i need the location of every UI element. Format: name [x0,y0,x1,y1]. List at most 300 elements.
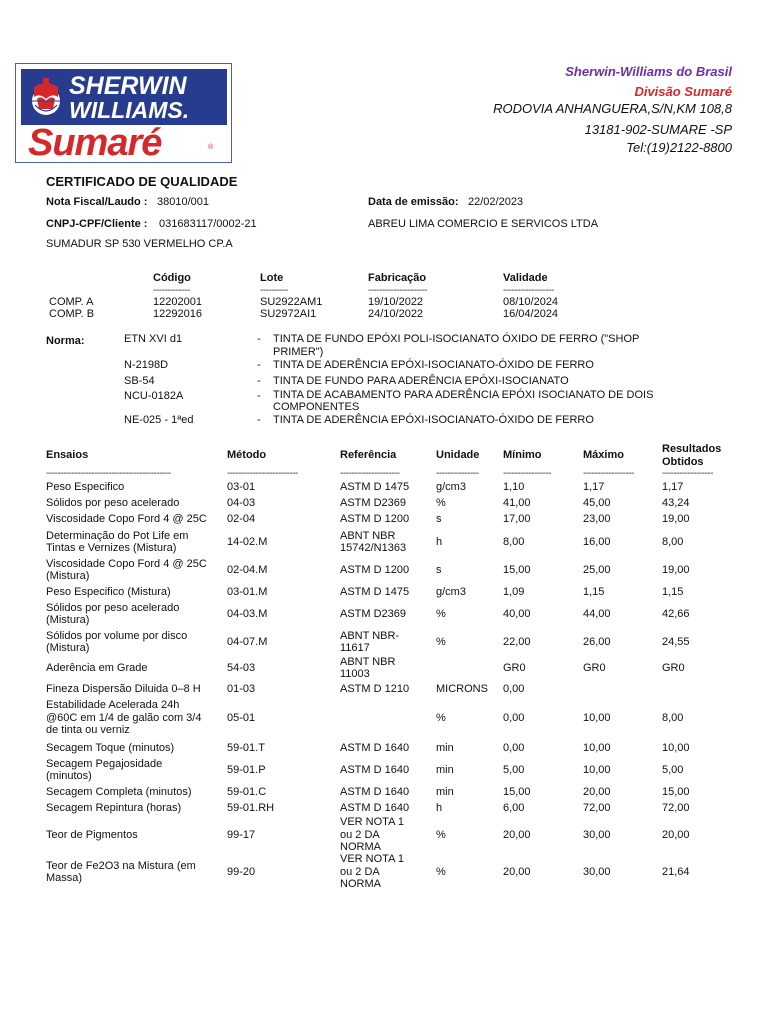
test-minimo [503,513,531,526]
test-unidade [436,866,446,879]
components-header-lote: Lote [260,272,284,284]
test-referencia [340,786,409,799]
test-resultado [662,636,690,649]
norma-description: TINTA DE FUNDO PARA ADERÊNCIA EPÓXI-ISOCIANATO [273,375,569,387]
test-resultado-line: 20,00 [662,828,690,841]
test-ensaio-line: Aderência em Grade [46,661,148,674]
cnpj-value: 031683117/0002-21 [159,218,257,230]
component-name: COMP. A [49,296,94,308]
test-metodo-line: 04-03 [227,496,256,509]
test-minimo-line: 0,00 [503,682,525,695]
test-maximo-line: 10,00 [583,711,611,724]
data-emissao-label: Data de emissão: [368,196,459,208]
test-ensaio-line: Secagem Pegajosidade [46,757,163,770]
component-lote: SU2972AI1 [260,308,317,320]
divider: ---------- [260,286,289,296]
test-metodo [227,586,267,599]
logo-blue-panel [21,69,227,125]
test-unidade-line: % [436,865,446,878]
test-referencia-line: ASTM D 1200 [340,512,410,525]
test-maximo [583,712,611,725]
test-metodo-line: 59-01.RH [227,801,275,814]
test-ensaio [46,802,181,815]
test-referencia-line: NORMA [340,878,381,891]
test-ensaio-line: (minutos) [46,770,92,782]
test-metodo-line: 04-03.M [227,607,268,620]
test-unidade-line: % [436,635,446,648]
test-minimo-line: 22,00 [503,635,531,648]
test-referencia [340,497,406,510]
test-resultado [662,786,690,799]
test-ensaio-line: Peso Especifico [46,480,125,493]
component-fabricacao: 24/10/2022 [368,308,424,320]
test-minimo-line: 17,00 [503,512,531,525]
test-minimo [503,497,531,510]
test-resultado-line: 72,00 [662,801,690,814]
test-unidade-line: % [436,607,446,620]
test-unidade-line: MICRONS [436,682,488,695]
tests-header-referencia: Referência [340,449,397,461]
test-metodo [227,608,267,621]
test-minimo [503,742,524,755]
test-ensaio [46,662,148,675]
nota-fiscal-value: 38010/001 [157,196,209,208]
divider: --------------- [436,469,479,479]
test-ensaio [46,860,196,885]
test-metodo [227,683,255,696]
nota-fiscal-label: Nota Fiscal/Laudo : [46,196,148,208]
test-minimo [503,586,524,599]
test-metodo [227,481,255,494]
test-referencia [340,630,399,655]
test-metodo [227,866,255,879]
test-minimo-line: 20,00 [503,828,531,841]
norma-label: Norma: [46,335,85,347]
test-ensaio [46,699,201,737]
divider: ------------------ [583,469,634,479]
company-city: 13181-902-SUMARE -SP [584,122,732,137]
test-metodo [227,564,267,577]
test-unidade [436,829,446,842]
company-division: Divisão Sumaré [634,84,732,99]
component-codigo: 12202001 [153,296,202,308]
test-resultado [662,586,683,599]
test-referencia-line: 11003 [340,668,370,680]
test-ensaio [46,558,207,583]
components-header-codigo: Código [153,272,191,284]
test-metodo-line: 99-20 [227,865,256,878]
test-unidade-line: h [436,801,443,814]
test-maximo [583,802,611,815]
divider: -------------------------------------------- [46,469,171,479]
test-referencia-line: ou 2 DA [340,828,380,841]
components-header-validade: Validade [503,272,548,284]
test-ensaio-line: Tintas e Vernizes (Mistura) [46,542,177,554]
test-ensaio-line: (Mistura) [46,570,90,582]
test-referencia [340,816,404,854]
norma-code: NE-025 - 1ªed [124,414,194,426]
components-header-fabricacao: Fabricação [368,272,427,284]
test-referencia-line: ASTM D 1210 [340,682,410,695]
test-unidade-line: g/cm3 [436,480,466,493]
test-referencia-line: ASTM D 1640 [340,741,410,754]
test-referencia-line: VER NOTA 1 [340,853,404,866]
test-minimo-line: 8,00 [503,535,525,548]
test-maximo [583,829,611,842]
test-ensaio-line: Secagem Completa (minutos) [46,785,192,798]
test-minimo-line: 20,00 [503,865,531,878]
test-ensaio-line: (Mistura) [46,614,90,626]
tests-header-unidade: Unidade [436,449,480,461]
test-referencia [340,564,409,577]
test-unidade-line: min [436,785,454,798]
test-maximo [583,636,611,649]
test-maximo [583,586,604,599]
test-maximo-line: 26,00 [583,635,611,648]
test-resultado-line: 1,17 [662,480,684,493]
norma-dash: - [257,414,261,426]
test-unidade-line: s [436,512,442,525]
test-unidade [436,742,454,755]
tests-header-obtidos: Obtidos [662,456,704,468]
test-maximo [583,866,611,879]
test-referencia-line: ASTM D 1640 [340,763,410,776]
test-ensaio [46,630,187,655]
divider: ----------------- [503,469,552,479]
test-unidade-line: min [436,763,454,776]
test-resultado [662,764,683,777]
data-emissao-value: 22/02/2023 [468,196,524,208]
test-resultado-line: GR0 [662,661,685,674]
test-metodo-line: 59-01.C [227,785,267,798]
test-resultado [662,497,690,510]
test-maximo-line: 20,00 [583,785,611,798]
divider: ------------------ [503,286,554,296]
test-resultado-line: 19,00 [662,512,690,525]
test-unidade-line: % [436,496,446,509]
client-name: ABREU LIMA COMERCIO E SERVICOS LTDA [368,218,599,230]
tests-header-resultados: Resultados [662,443,722,455]
component-fabricacao: 19/10/2022 [368,296,424,308]
test-ensaio [46,683,201,696]
test-maximo-line: 1,15 [583,585,605,598]
tests-header-maximo: Máximo [583,449,624,461]
test-referencia [340,481,409,494]
test-minimo [503,786,531,799]
test-resultado-line: 10,00 [662,741,690,754]
test-metodo-line: 03-01.M [227,585,268,598]
test-referencia-line: NORMA [340,841,381,854]
norma-code: SB-54 [124,375,155,387]
test-unidade [436,802,442,815]
test-maximo-line: 10,00 [583,763,611,776]
test-metodo [227,636,267,649]
test-metodo [227,662,255,675]
test-ensaio-line: Sólidos por volume por disco [46,629,188,642]
test-resultado [662,829,690,842]
test-maximo-line: 10,00 [583,741,611,754]
test-unidade [436,764,454,777]
norma-dash: - [257,333,261,345]
logo-word-sumare: Sumaré [28,122,162,163]
test-ensaio-line: Estabilidade Acelerada 24h [46,699,180,712]
test-resultado [662,662,685,675]
test-ensaio-line: (Mistura) [46,642,90,654]
test-referencia [340,530,406,555]
test-metodo [227,742,265,755]
test-resultado-line: 21,64 [662,865,690,878]
test-maximo [583,742,611,755]
test-metodo [227,802,274,815]
test-minimo-line: 0,00 [503,741,525,754]
test-metodo-line: 59-01.P [227,763,266,776]
test-minimo-line: 15,00 [503,563,531,576]
test-referencia [340,742,409,755]
test-resultado [662,608,690,621]
test-referencia-line: ASTM D 1640 [340,785,410,798]
norma-description: TINTA DE ADERÊNCIA EPÓXI-ISOCIANATO-ÓXIDO DE FERRO [273,414,594,426]
component-validade: 08/10/2024 [503,296,559,308]
test-resultado-line: 8,00 [662,535,684,548]
test-referencia-line: ASTM D2369 [340,607,407,620]
test-unidade-line: % [436,711,446,724]
test-referencia-line: ABNT NBR [340,655,396,668]
test-minimo [503,636,531,649]
test-metodo-line: 02-04.M [227,563,268,576]
test-maximo [583,564,611,577]
test-ensaio-line: Massa) [46,872,83,884]
test-ensaio-line: @60C em 1/4 de galão com 3/4 [46,711,202,724]
test-referencia [340,608,406,621]
test-ensaio-line: Sólidos por peso acelerado [46,601,180,614]
test-resultado [662,481,683,494]
test-referencia-line: ASTM D 1200 [340,563,410,576]
norma-code: ETN XVI d1 [124,333,183,345]
company-phone: Tel:(19)2122-8800 [626,140,732,155]
test-resultado [662,866,690,879]
test-resultado-line: 5,00 [662,763,684,776]
test-metodo-line: 59-01.T [227,741,265,754]
product-name: SUMADUR SP 530 VERMELHO CP.A [46,238,233,250]
test-maximo [583,536,611,549]
test-unidade [436,481,466,494]
test-ensaio-line: Fineza Dispersão Diluida 0–8 H [46,682,201,695]
test-maximo [583,662,606,675]
test-metodo-line: 14-02.M [227,535,268,548]
test-resultado-line: 1,15 [662,585,684,598]
test-minimo-line: 5,00 [503,763,525,776]
test-minimo [503,608,531,621]
component-name: COMP. B [49,308,95,320]
test-referencia-line: ASTM D 1640 [340,801,410,814]
test-unidade [436,564,442,577]
test-metodo-line: 54-03 [227,661,256,674]
test-ensaio-line: de tinta ou verniz [46,724,130,737]
test-referencia [340,853,404,891]
test-ensaio [46,530,188,555]
test-ensaio-line: Viscosidade Copo Ford 4 @ 25C [46,557,207,570]
test-referencia-line: ASTM D 1475 [340,585,410,598]
test-minimo [503,564,531,577]
test-ensaio-line: Secagem Repintura (horas) [46,801,182,814]
test-ensaio [46,602,179,627]
company-name: Sherwin-Williams do Brasil [565,64,732,79]
test-referencia-line: VER NOTA 1 [340,816,404,829]
test-maximo-line: 25,00 [583,563,611,576]
test-resultado [662,536,683,549]
test-ensaio-line: Determinação do Pot Life em [46,529,189,542]
test-ensaio [46,586,171,599]
test-unidade [436,497,446,510]
test-resultado-line: 19,00 [662,563,690,576]
test-metodo [227,764,266,777]
norma-description-cont: COMPONENTES [273,401,360,413]
norma-description: TINTA DE ADERÊNCIA EPÓXI-ISOCIANATO-ÓXIDO DE FERRO [273,359,594,371]
test-maximo-line: 72,00 [583,801,611,814]
test-ensaio-line: Secagem Toque (minutos) [46,741,175,754]
test-ensaio [46,758,162,783]
test-unidade [436,683,488,696]
norma-description: TINTA DE FUNDO EPÓXI POLI-ISOCIANATO ÓXIDO DE FERRO ("SHOP [273,333,640,345]
test-resultado-line: 15,00 [662,785,690,798]
cnpj-label: CNPJ-CPF/Cliente : [46,218,148,230]
divider: ------------------------- [227,469,298,479]
test-referencia-line: ou 2 DA [340,865,380,878]
test-unidade [436,608,446,621]
test-resultado [662,802,690,815]
test-resultado [662,742,690,755]
norma-code: N-2198D [124,359,169,371]
test-referencia [340,683,409,696]
test-unidade [436,636,446,649]
component-lote: SU2922AM1 [260,296,323,308]
test-metodo [227,536,267,549]
test-ensaio [46,497,179,510]
test-resultado-line: 42,66 [662,607,690,620]
test-resultado-line: 8,00 [662,711,684,724]
norma-code: NCU-0182A [124,390,184,402]
globe-paint-icon [27,75,65,119]
test-minimo-line: GR0 [503,661,526,674]
test-metodo [227,513,255,526]
test-resultado [662,513,690,526]
test-unidade-line: s [436,563,442,576]
test-minimo-line: 40,00 [503,607,531,620]
test-maximo-line: GR0 [583,661,606,674]
test-metodo-line: 04-07.M [227,635,268,648]
test-minimo [503,683,524,696]
test-referencia-line: ABNT NBR- [340,629,400,642]
test-maximo-line: 44,00 [583,607,611,620]
test-minimo-line: 41,00 [503,496,531,509]
test-ensaio-line: Peso Especifico (Mistura) [46,585,171,598]
test-minimo [503,802,524,815]
test-referencia [340,764,409,777]
divider: --------------------- [368,286,428,296]
test-metodo-line: 05-01 [227,711,256,724]
test-ensaio-line: Teor de Fe2O3 na Mistura (em [46,859,196,872]
test-unidade-line: % [436,828,446,841]
test-unidade [436,712,446,725]
test-minimo [503,481,524,494]
test-minimo [503,829,531,842]
test-referencia [340,802,409,815]
norma-description-cont: PRIMER") [273,346,324,358]
test-maximo-line: 30,00 [583,865,611,878]
test-maximo-line: 45,00 [583,496,611,509]
norma-dash: - [257,359,261,371]
sherwin-williams-logo [15,63,232,163]
tests-header-metodo: Método [227,449,267,461]
test-referencia-line: ABNT NBR [340,529,396,542]
test-minimo-line: 0,00 [503,711,525,724]
test-unidade-line: h [436,535,443,548]
company-address: RODOVIA ANHANGUERA,S/N,KM 108,8 [493,101,732,116]
test-referencia-line: 15742/N1363 [340,542,407,554]
component-codigo: 12292016 [153,308,202,320]
test-metodo [227,712,255,725]
test-metodo-line: 01-03 [227,682,256,695]
test-ensaio [46,786,192,799]
divider: --------------------- [340,469,400,479]
test-unidade [436,536,442,549]
test-resultado-line: 24,55 [662,635,690,648]
test-referencia [340,513,409,526]
test-metodo-line: 03-01 [227,480,256,493]
test-referencia [340,656,395,681]
test-minimo [503,536,524,549]
test-resultado [662,712,683,725]
test-minimo-line: 1,09 [503,585,525,598]
test-maximo [583,513,611,526]
test-ensaio [46,481,124,494]
test-metodo-line: 02-04 [227,512,256,525]
test-unidade [436,513,442,526]
divider: ------------- [153,286,190,296]
test-referencia-line: 11617 [340,642,370,654]
test-ensaio [46,513,207,526]
test-ensaio-line: Teor de Pigmentos [46,828,138,841]
test-referencia-line: ASTM D 1475 [340,480,410,493]
test-minimo [503,866,531,879]
test-maximo-line: 23,00 [583,512,611,525]
logo-word-sherwin: SHERWIN [69,72,187,100]
test-unidade [436,586,466,599]
registered-mark-icon: ® [208,144,214,151]
test-minimo [503,662,526,675]
test-maximo-line: 1,17 [583,480,605,493]
test-unidade-line: min [436,741,454,754]
test-maximo [583,786,611,799]
test-maximo [583,497,611,510]
test-minimo-line: 15,00 [503,785,531,798]
tests-header-ensaios: Ensaios [46,449,89,461]
test-resultado [662,564,690,577]
norma-dash: - [257,375,261,387]
test-maximo-line: 30,00 [583,828,611,841]
test-unidade-line: g/cm3 [436,585,466,598]
test-minimo [503,764,524,777]
test-maximo [583,764,611,777]
test-metodo [227,497,255,510]
test-maximo [583,481,604,494]
test-ensaio [46,742,174,755]
test-referencia [340,586,409,599]
test-unidade [436,786,454,799]
test-ensaio-line: Sólidos por peso acelerado [46,496,180,509]
test-metodo [227,786,266,799]
test-metodo-line: 99-17 [227,828,256,841]
